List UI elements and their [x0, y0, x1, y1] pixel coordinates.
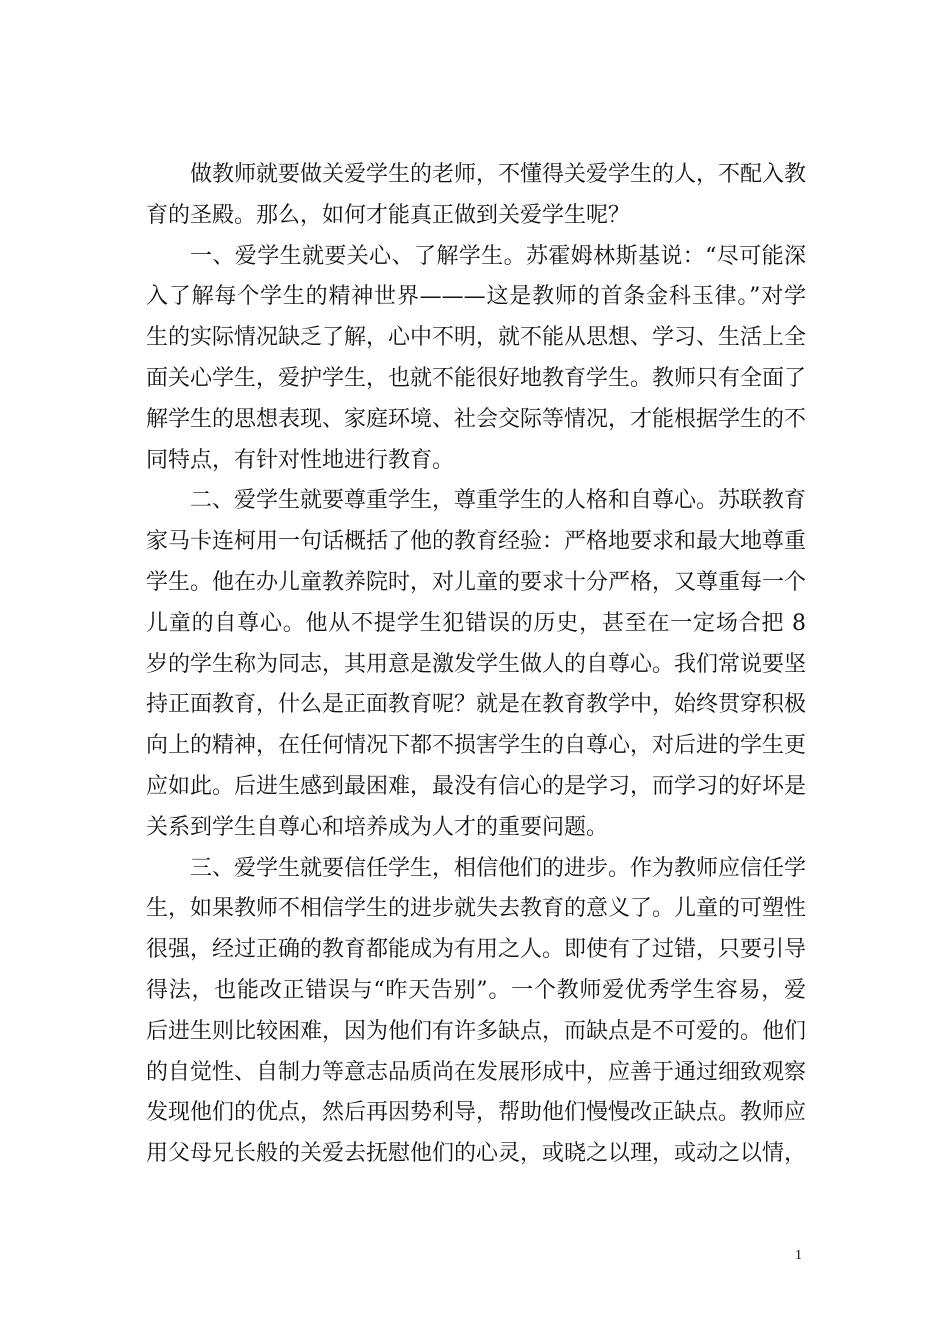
paragraph-section-3: 三、爱学生就要信任学生，相信他们的进步。作为教师应信任学生，如果教师不相信学生的进步就失去教育的意义了。儿童的可塑性很强，经过正确的教育都能成为有用之人。即使有了过错，只要引导得法，也能改正错误与“昨天告别”。一个教师爱优秀学生容易，爱后进生则比较困难，因为他们有许多缺点，而缺点是不可爱的。他们的自觉性、自制力等意志品质尚在发展形成中，应善于通过细致观察发现他们的优点，然后再因势利导，帮助他们慢慢改正缺点。教师应用父母兄长般的关爱去抚慰他们的心灵，或晓之以理，或动之以情， [146, 855, 807, 1167]
paragraph-section-1: 一、爱学生就要关心、了解学生。苏霍姆林斯基说：“尽可能深入了解每个学生的精神世界———这是教师的首条金科玉律。”对学生的实际情况缺乏了解，心中不明，就不能从思想、学习、生活上全面关心学生，爱护学生，也就不能很好地教育学生。教师只有全面了解学生的思想表现、家庭环境、社会交际等情况，才能根据学生的不同特点，有针对性地进行教育。 [146, 243, 807, 473]
body-text [146, 155, 806, 1175]
paragraph-section-2: 二、爱学生就要尊重学生，尊重学生的人格和自尊心。苏联教育家马卡连柯用一句话概括了他的教育经验：严格地要求和最大地尊重学生。他在办儿童教养院时，对儿童的要求十分严格，又尊重每一个儿童的自尊心。他从不提学生犯错误的历史，甚至在一定场合把 8 岁的学生称为同志，其用意是激发学生做人的自尊心。我们常说要坚持正面教育，什么是正面教育呢？就是在教育教学中，始终贯穿积极向上的精神，在任何情况下都不损害学生的自尊心，对后进的学生更应如此。后进生感到最困难，最没有信心的是学习，而学习的好坏是关系到学生自尊心和培养成为人才的重要问题。 [146, 488, 807, 840]
paragraph-intro: 做教师就要做关爱学生的老师，不懂得关爱学生的人，不配入教育的圣殿。那么，如何才能真正做到关爱学生呢？ [146, 162, 807, 228]
page-number: 1 [795, 1248, 802, 1263]
